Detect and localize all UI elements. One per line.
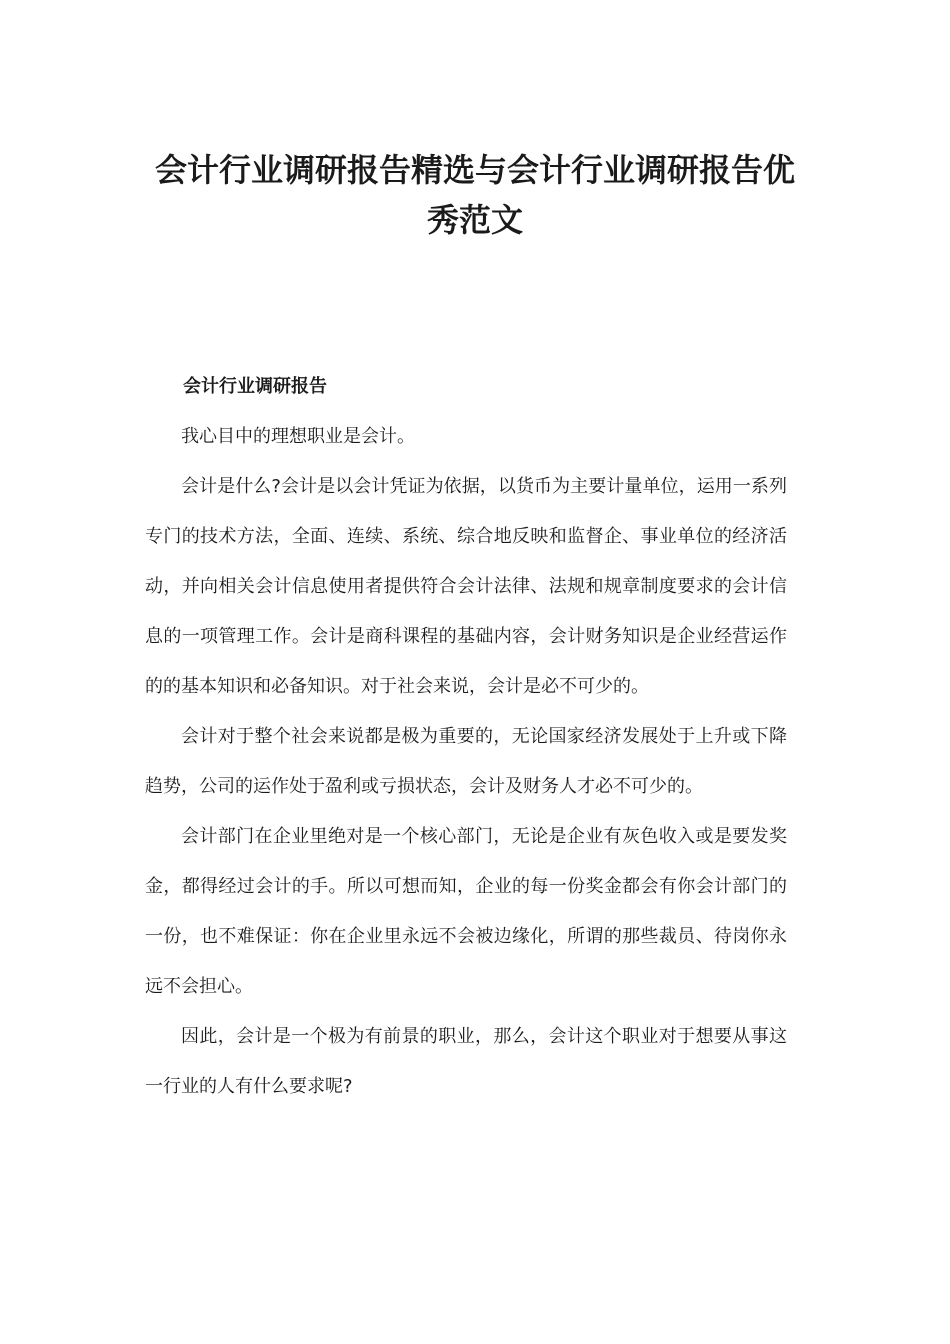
section-heading: 会计行业调研报告 xyxy=(183,376,327,397)
document-title: 会计行业调研报告精选与会计行业调研报告优秀范文 xyxy=(154,151,795,239)
paragraph-ideal-career: 我心目中的理想职业是会计。 xyxy=(181,426,415,447)
document-body xyxy=(145,362,787,1112)
paragraph-core-department: 会计部门在企业里绝对是一个核心部门，无论是企业有灰色收入或是要发奖金，都得经过会计的手。所以可想而知，企业的每一份奖金都会有你会计部门的一份，也不难保证：你在企业里永远不会被边缘化，所谓的那些裁员、待岗你永远不会担心。 xyxy=(145,826,787,997)
paragraph-career-prospects: 因此，会计是一个极为有前景的职业，那么，会计这个职业对于想要从事这一行业的人有什么要求呢? xyxy=(145,1026,787,1097)
paragraph-importance-to-society: 会计对于整个社会来说都是极为重要的，无论国家经济发展处于上升或下降趋势，公司的运作处于盈利或亏损状态，会计及财务人才必不可少的。 xyxy=(145,726,787,797)
paragraph-what-is-accounting: 会计是什么?会计是以会计凭证为依据，以货币为主要计量单位，运用一系列专门的技术方法，全面、连续、系统、综合地反映和监督企、事业单位的经济活动，并向相关会计信息使用者提供符合会计法律、法规和规章制度要求的会计信息的一项管理工作。会计是商科课程的基础内容，会计财务知识是企业经营运作的的基本知识和必备知识。对于社会来说，会计是必不可少的。 xyxy=(145,476,787,697)
